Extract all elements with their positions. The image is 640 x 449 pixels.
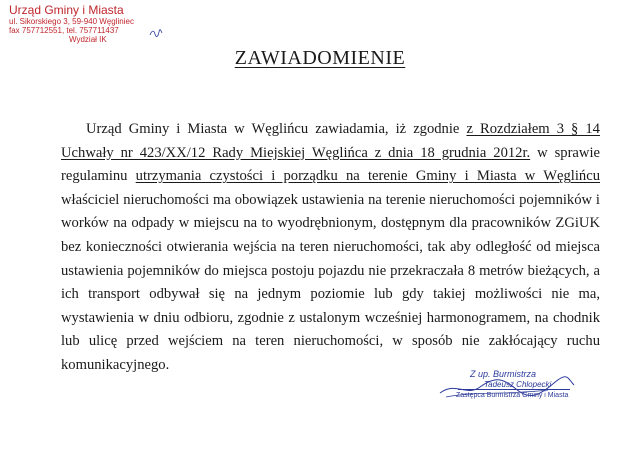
- regulation-subject: utrzymania czystości i porządku na terenie Gminy i Miasta w Węglińcu: [135, 168, 600, 185]
- signature-role: Z up. Burmistrza: [470, 369, 537, 379]
- signatory-name: Tadeusz Chlopecki: [484, 380, 552, 389]
- stamp-address: ul. Sikorskiego 3, 59-940 Węgliniec: [9, 17, 134, 26]
- stamp-department: Wydział IK: [69, 35, 107, 44]
- initials-scribble-icon: [149, 28, 163, 38]
- signature-stamp: [418, 367, 618, 417]
- paragraph-intro: Urząd Gminy i Miasta w Węglińcu zawiadamia, iż zgodnie: [86, 121, 467, 137]
- notice-paragraph: [61, 118, 600, 378]
- signature-underline: [458, 389, 570, 390]
- paragraph-body: właściciel nieruchomości ma obowiązek ustawienia na terenie nieruchomości pojemników i worków na odpady w miejscu na to wyodrębnionym, dostępnym dla pracowników ZGiUK bez konieczności otwierania wejścia na teren nieruchomości, tak aby odległość od miejsca ustawienia pojemników do miejsca postoju pojazdu nie przekraczała 8 metrów bieżących, a ich transport odbywał się na jednym poziomie lub gdy takiej możliwości nie ma, wystawienia w dniu odbioru, zgodnie z ustalonym wcześniej harmonogramem, na chodnik lub ulicę przed wejściem na teren nieruchomości, w sposób nie zakłócający ruchu komunikacyjnego.: [61, 191, 600, 373]
- paragraph-connector: w sprawie regulaminu: [61, 144, 600, 185]
- signatory-title: Zastępca Burmistrza Gminy i Miasta: [456, 392, 569, 399]
- document-heading: ZAWIADOMIENIE: [234, 47, 406, 69]
- office-stamp: [9, 4, 169, 44]
- stamp-title: Urząd Gminy i Miasta: [9, 3, 124, 17]
- regulation-reference: z Rozdziałem 3 § 14 Uchwały nr 423/XX/12 Rady Miejskiej Węglińca z dnia 18 grudnia 2012r.: [61, 121, 600, 161]
- stamp-phone: fax 757712551, tel. 757711437: [9, 26, 119, 35]
